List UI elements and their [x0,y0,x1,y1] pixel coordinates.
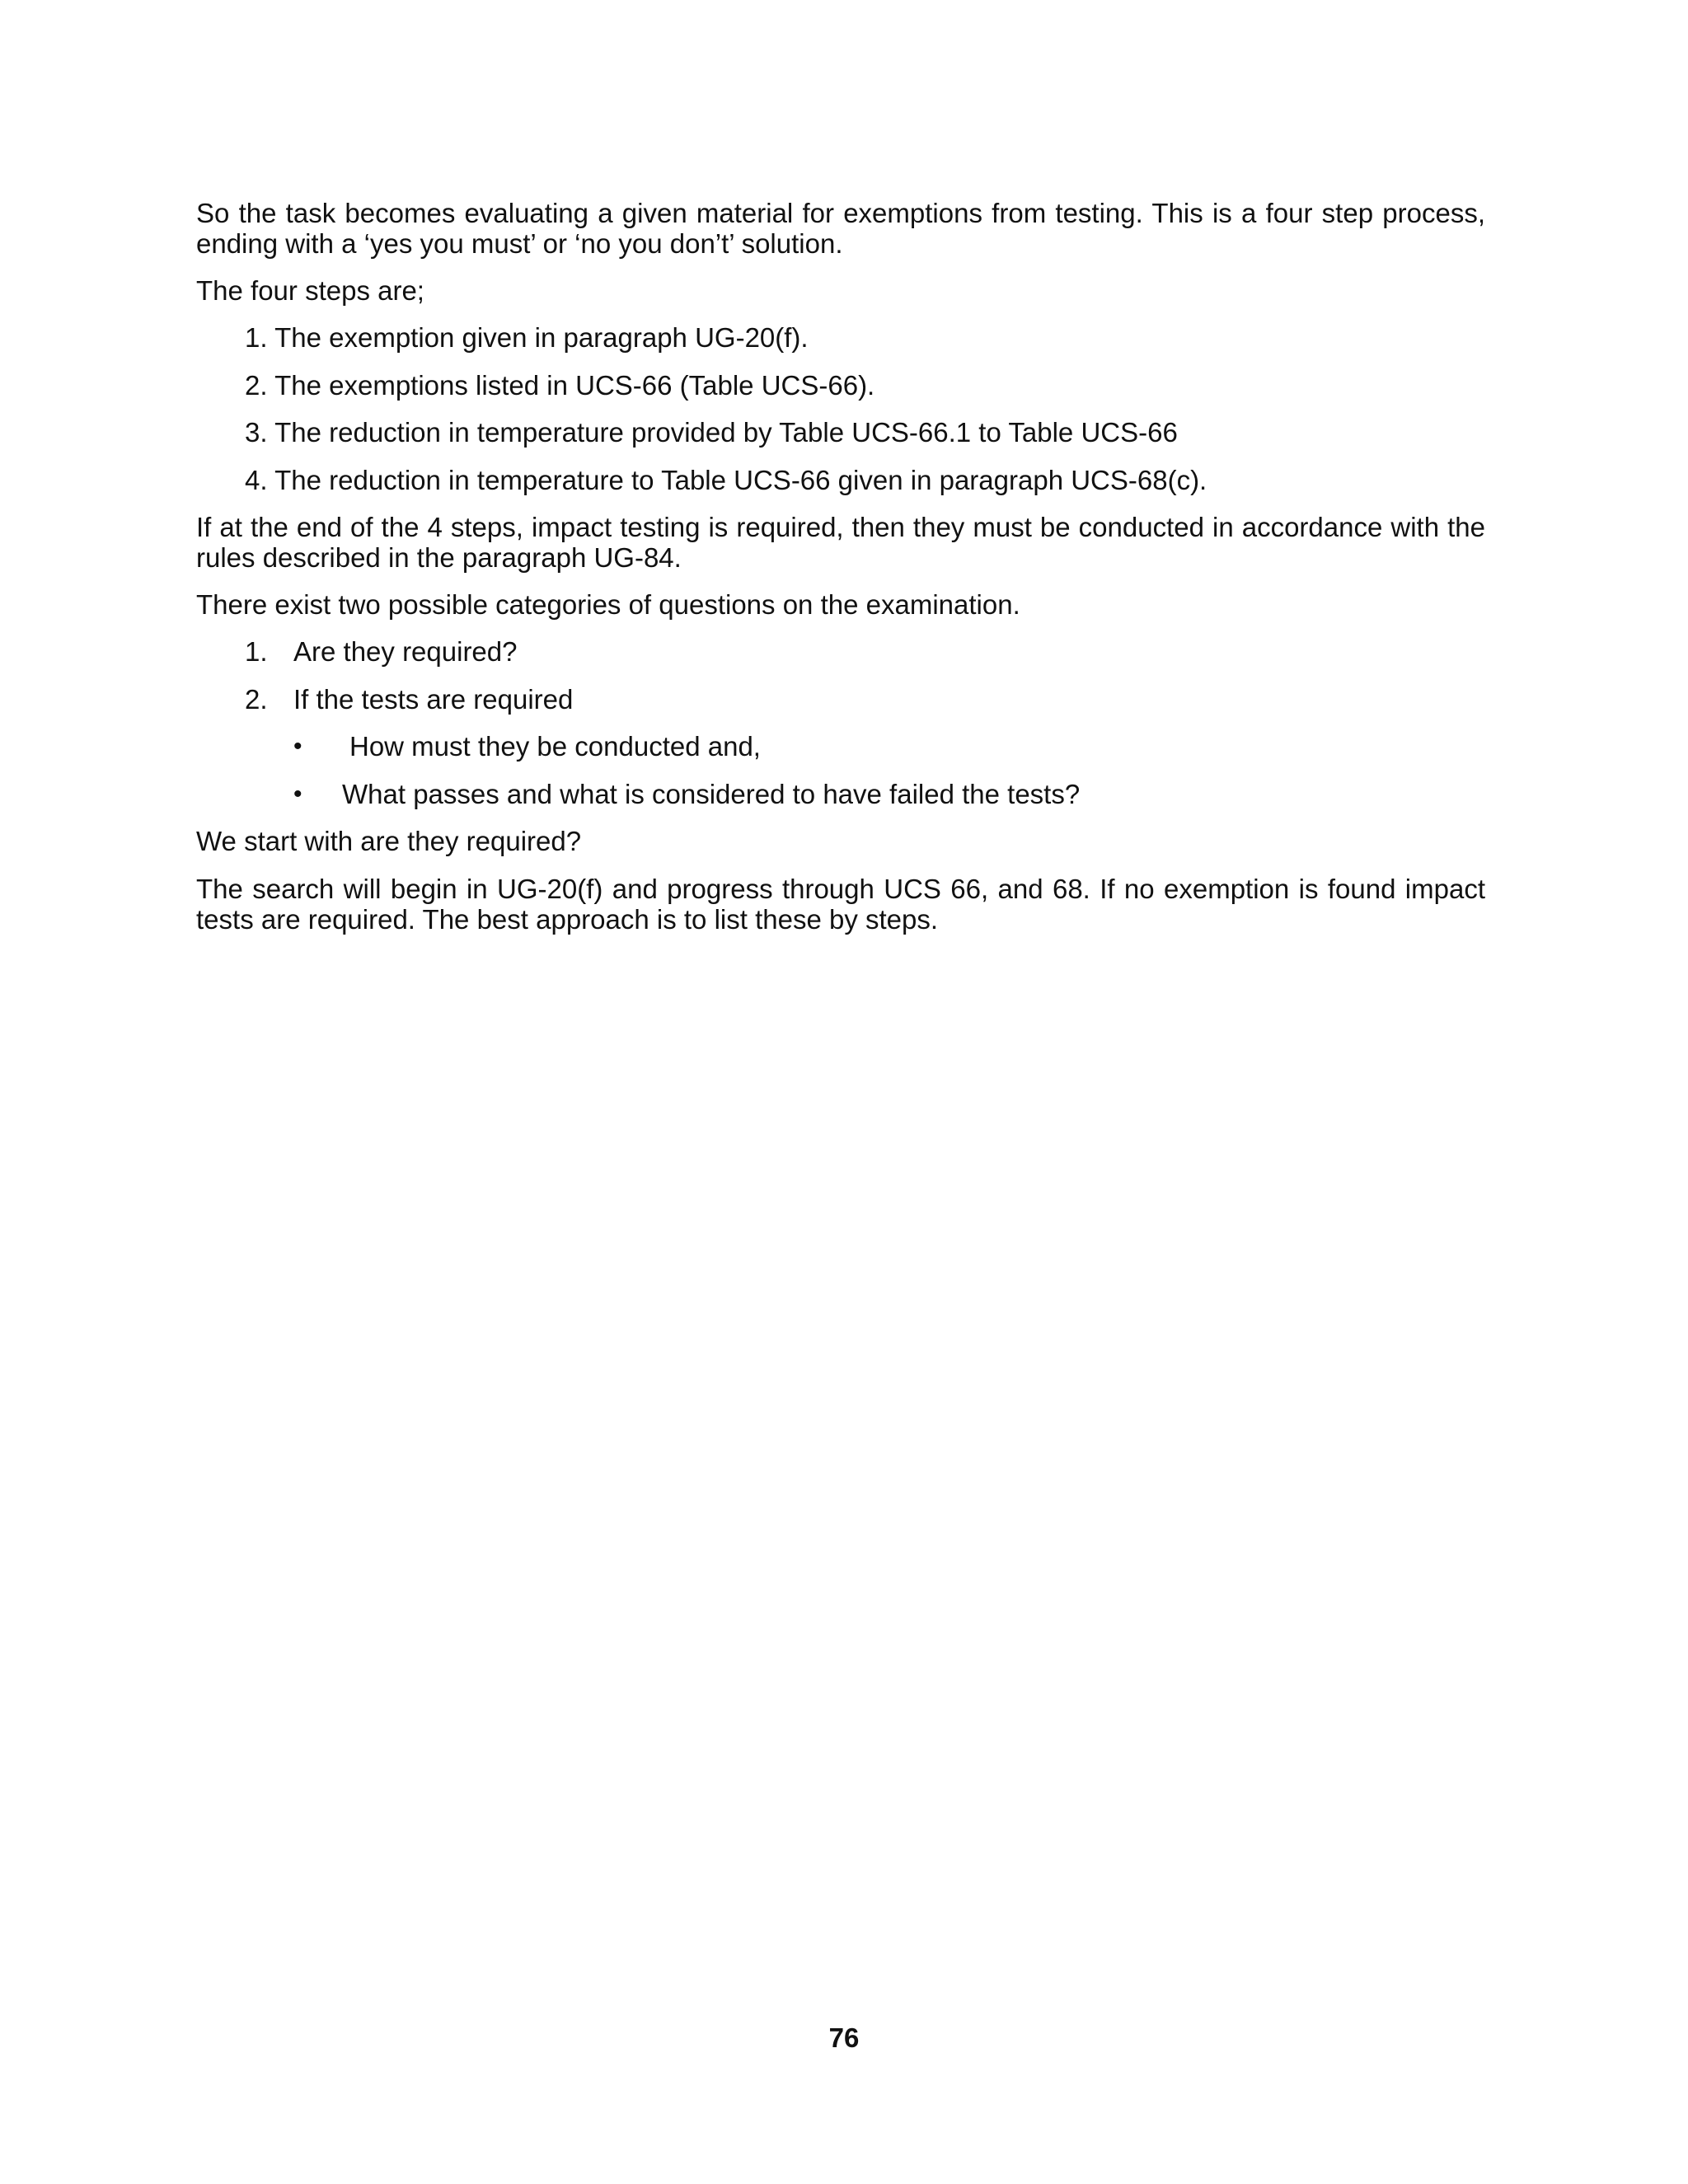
category-number-1: 1. [245,636,268,667]
steps-heading: The four steps are; [196,275,424,306]
sub-bullet-item-1: How must they be conducted and, [349,731,761,762]
start-line: We start with are they required? [196,826,582,856]
sub-bullet-item-2: What passes and what is considered to have failed the tests? [342,779,1081,809]
step-item-2: 2. The exemptions listed in UCS-66 (Table UCS-66). [245,370,875,401]
intro-paragraph: So the task becomes evaluating a given material for exemptions from testing. This is a four step process, ending with a ‘yes you must’ or ‘no you don’t’ solution. [196,198,1485,259]
bullet-icon: • [293,733,302,760]
after-steps-paragraph: If at the end of the 4 steps, impact testing is required, then they must be conducted in accordance with the rules described in the paragraph UG-84. [196,512,1485,573]
step-item-3: 3. The reduction in temperature provided by Table UCS-66.1 to Table UCS-66 [245,417,1178,448]
category-number-2: 2. [245,684,268,715]
page-number: 76 [828,2022,860,2053]
category-item-1: Are they required? [293,636,518,667]
categories-heading: There exist two possible categories of questions on the examination. [196,589,1020,620]
category-item-2: If the tests are required [293,684,574,715]
step-item-4: 4. The reduction in temperature to Table UCS-66 given in paragraph UCS-68(c). [245,465,1207,495]
step-item-1: 1. The exemption given in paragraph UG-20(f). [245,322,809,353]
bullet-icon: • [293,780,302,808]
search-paragraph: The search will begin in UG-20(f) and progress through UCS 66, and 68. If no exemption is found impact tests are required. The best approach is to list these by steps. [196,874,1485,935]
